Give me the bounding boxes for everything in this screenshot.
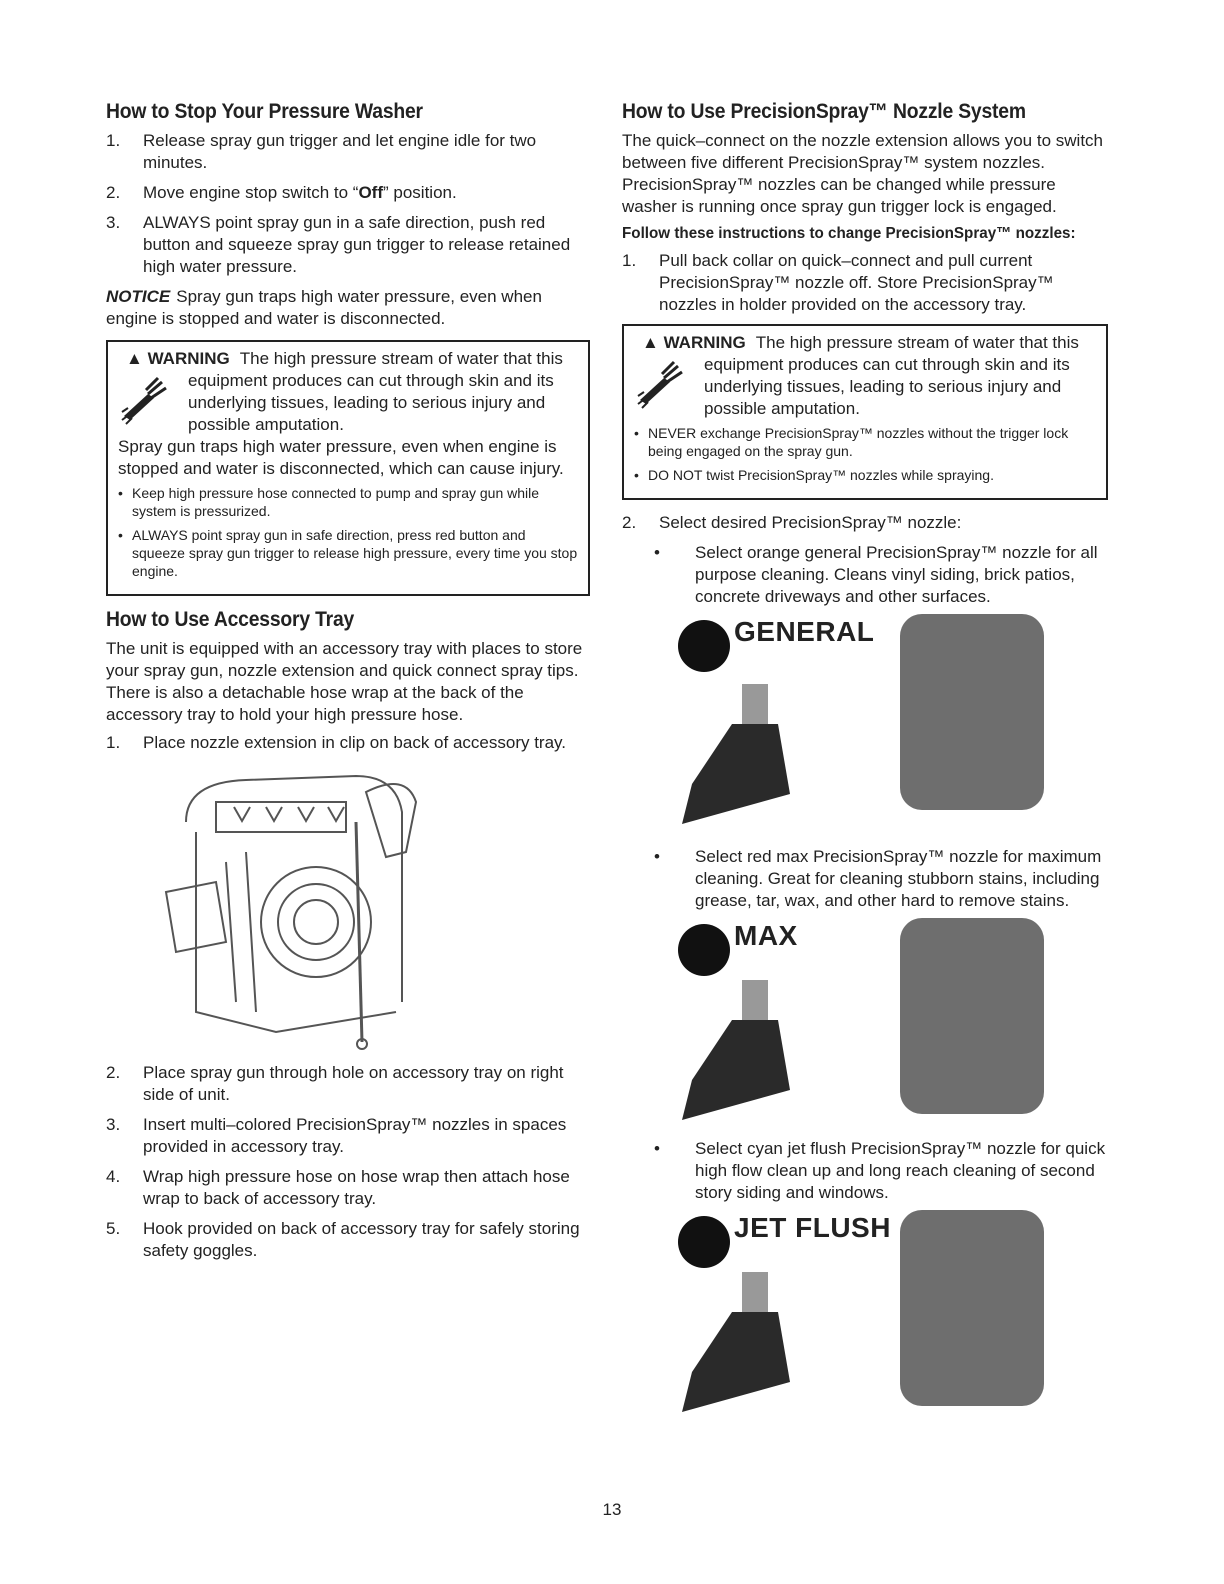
step-number: 5. <box>106 1219 121 1238</box>
step-text: Pull back collar on quick–connect and pull current PrecisionSpray™ nozzle off. Store PrecisionSpray™ nozzles in holder provided on the accessory tray. <box>659 251 1054 314</box>
nozzle-step-2 <box>622 512 1108 534</box>
nozzle-max-text <box>622 846 1108 912</box>
tray-step-5 <box>106 1218 590 1262</box>
nozzle-description: • Select cyan jet flush PrecisionSpray™ nozzle for quick high flow clean up and long reach cleaning of second story siding and windows. <box>622 1138 1108 1204</box>
warning-bullet: • Keep high pressure hose connected to pump and spray gun while system is pressurized. <box>118 484 578 520</box>
warning-box-right <box>622 324 1108 500</box>
jet-flush-cleaning-photo <box>900 1210 1044 1406</box>
warning-box-left <box>106 340 590 596</box>
warning-body: Spray gun traps high water pressure, even when engine is stopped and water is disconnected, which can cause injury. <box>118 437 564 478</box>
warning-bullets <box>118 484 578 580</box>
step-number: 4. <box>106 1167 121 1186</box>
nozzle-jet-flush-text <box>622 1138 1108 1204</box>
nozzle-title: JET FLUSH <box>734 1212 891 1243</box>
step-text: Place nozzle extension in clip on back of accessory tray. <box>143 733 567 752</box>
warning-head-text: The high pressure stream of water that this equipment produces can cut through skin and its underlying tissues, leading to serious injury and possible amputation. <box>188 349 563 434</box>
nozzle-step-1 <box>622 250 1108 316</box>
tray-heading: How to Use Accessory Tray <box>106 608 355 631</box>
injection-hazard-icon <box>634 356 690 412</box>
right-column <box>622 100 1108 1430</box>
nozzle-general <box>622 614 1108 836</box>
warning-bullet: • ALWAYS point spray gun in safe direction, press red button and squeeze spray gun trigger to release high pressure, every time you stop engine. <box>118 526 578 580</box>
notice-text: Spray gun traps high water pressure, even when engine is stopped and water is disconnected. <box>106 287 542 328</box>
nozzle-max <box>622 918 1108 1128</box>
stop-step-1 <box>106 130 590 174</box>
warning-bullet: • NEVER exchange PrecisionSpray™ nozzles without the trigger lock being engaged on the spray gun. <box>634 424 1096 460</box>
warning-bullet: • DO NOT twist PrecisionSpray™ nozzles while spraying. <box>634 466 1096 484</box>
tray-intro: The unit is equipped with an accessory tray with places to store your spray gun, nozzle extension and quick connect spray tips. There is also a detachable hose wrap at the back of the accessory tray to hold your high pressure hose. <box>106 639 583 724</box>
notice <box>106 286 590 330</box>
notice-label: NOTICE <box>106 287 171 306</box>
nozzle-description: • Select orange general PrecisionSpray™ nozzle for all purpose cleaning. Cleans vinyl siding, brick patios, concrete driveways and other surfaces. <box>622 542 1108 608</box>
warning-triangle-icon: ▲ <box>642 333 659 352</box>
step-number: 1. <box>106 733 121 752</box>
step-number: 1. <box>106 131 121 150</box>
nozzle-title: MAX <box>734 920 798 951</box>
tray-step-1-list <box>106 732 590 754</box>
warning-label <box>126 349 230 368</box>
tray-step-2 <box>106 1062 590 1106</box>
step-number: 2. <box>106 183 121 202</box>
warning-bullets <box>634 424 1096 484</box>
injection-hazard-icon <box>118 372 174 428</box>
nozzle-tip-image <box>672 970 802 1120</box>
nozzle-subhead: Follow these instructions to change PrecisionSpray™ nozzles: <box>622 225 1076 242</box>
stop-step-3 <box>106 212 590 278</box>
stop-heading: How to Stop Your Pressure Washer <box>106 100 423 123</box>
step-text: Release spray gun trigger and let engine idle for two minutes. <box>143 131 537 172</box>
nozzle-jet-flush <box>622 1210 1108 1420</box>
warning-head <box>118 348 578 436</box>
general-cleaning-photo <box>900 614 1044 810</box>
warning-head <box>634 332 1096 420</box>
nozzle-step-2-list <box>622 512 1108 534</box>
step-number: 1. <box>622 251 637 270</box>
nozzle-tip-image <box>672 1262 802 1412</box>
step-number: 3. <box>106 1115 121 1134</box>
pressure-washer-drawing <box>106 762 590 1050</box>
step-text: Wrap high pressure hose on hose wrap then attach hose wrap to back of accessory tray. <box>143 1167 570 1208</box>
warning-label-text: WARNING <box>663 333 746 352</box>
warning-label <box>642 333 746 352</box>
tray-step-4 <box>106 1166 590 1210</box>
step-number: 2. <box>106 1063 121 1082</box>
step-text: ” position. <box>383 183 457 202</box>
warning-head-text: The high pressure stream of water that this equipment produces can cut through skin and its underlying tissues, leading to serious injury and possible amputation. <box>704 333 1079 418</box>
general-spray-icon <box>678 620 730 672</box>
stop-steps <box>106 130 590 278</box>
nozzle-heading: How to Use PrecisionSpray™ Nozzle System <box>622 100 1026 123</box>
tray-step-1 <box>106 732 590 754</box>
tray-step-3 <box>106 1114 590 1158</box>
accessory-tray-illustration <box>106 762 590 1050</box>
step-text: Hook provided on back of accessory tray for safely storing safety goggles. <box>143 1219 580 1260</box>
step-text: Select desired PrecisionSpray™ nozzle: <box>659 513 962 532</box>
off-label: Off <box>358 183 383 202</box>
page-number: 13 <box>602 1500 622 1519</box>
left-column <box>106 100 590 1270</box>
step-number: 2. <box>622 513 637 532</box>
max-cleaning-photo <box>900 918 1044 1114</box>
stop-step-2 <box>106 182 590 204</box>
step-text: ALWAYS point spray gun in a safe direction, push red button and squeeze spray gun trigger to release retained high water pressure. <box>143 213 571 276</box>
nozzle-description: • Select red max PrecisionSpray™ nozzle for maximum cleaning. Great for cleaning stubborn stains, including grease, tar, wax, and other hard to remove stains. <box>622 846 1108 912</box>
nozzle-intro: The quick–connect on the nozzle extension allows you to switch between five different PrecisionSpray™ system nozzles. PrecisionSpray™ nozzles can be changed while pressure washer is running once spray gun trigger lock is engaged. <box>622 131 1103 216</box>
step-number: 3. <box>106 213 121 232</box>
max-spray-icon <box>678 924 730 976</box>
warning-triangle-icon: ▲ <box>126 349 143 368</box>
tray-steps <box>106 1062 590 1262</box>
warning-label-text: WARNING <box>147 349 230 368</box>
step-text: Insert multi–colored PrecisionSpray™ nozzles in spaces provided in accessory tray. <box>143 1115 567 1156</box>
nozzle-tip-image <box>672 674 802 824</box>
nozzle-title: GENERAL <box>734 616 875 647</box>
step-text: Place spray gun through hole on accessory tray on right side of unit. <box>143 1063 564 1104</box>
jet-flush-spray-icon <box>678 1216 730 1268</box>
nozzle-general-text <box>622 542 1108 608</box>
step-text: Move engine stop switch to “ <box>143 183 359 202</box>
nozzle-step-1-list <box>622 250 1108 316</box>
